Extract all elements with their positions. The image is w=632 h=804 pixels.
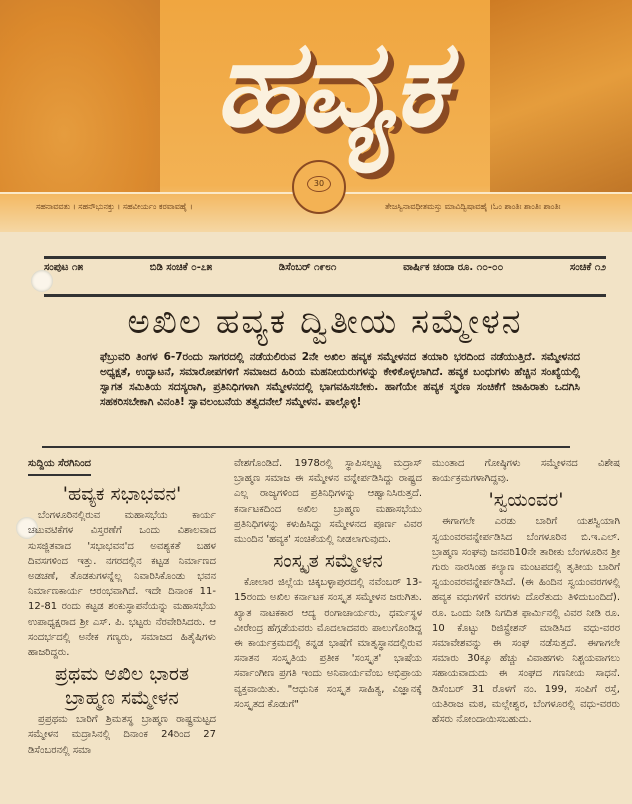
punch-hole bbox=[31, 270, 53, 292]
divider bbox=[44, 256, 606, 259]
divider bbox=[44, 294, 606, 297]
article-text: ವೇಶಗೊಂಡಿದೆ. 1978ರಲ್ಲಿ ಸ್ಥಾಪಿಸಲ್ಪಟ್ಟ ಮದ್ರಾಸ್ ಬ್ರಾಹ್ಮಣ ಸಮಾಜ ಈ ಸಮ್ಮೇಳನ ವನ್ನೇರ್ಪಡಿಸಿದ್ದು ರಾಷ್ಟ್ರದ ಎಲ್ಲ ರಾಜ್ಯಗಳಿಂದ ಪ್ರತಿನಿಧಿಗಳನ್ನು ಆಹ್ವಾನಿಸಿರುತ್ತದೆ. ಕರ್ನಾಟಕದಿಂದ ಅಖಿಲ ಬ್ರಾಹ್ಮಣ ಮಹಾಸಭೆಯು ಪ್ರತಿನಿಧಿಗಳನ್ನು ಕಳುಹಿಸಿದ್ದು ಸಮ್ಮೇಳನದ ಪೂರ್ಣ ವಿವರ ಮುಂದಿನ 'ಹವ್ಯಕ' ಸಂಚಿಕೆಯಲ್ಲಿ ನೀಡಲಾಗುವುದು. bbox=[234, 458, 422, 546]
article-text: ಕೋಲಾರ ಜಿಲ್ಲೆಯ ಚಿಕ್ಕಬಳ್ಳಾಪುರದಲ್ಲಿ ನವೆಂಬರ್ 13-15ರಂದು ಅಖಿಲ ಕರ್ನಾಟಕ ಸಂಸ್ಕೃತ ಸಮ್ಮೇಳನ ಜರುಗಿತು. ಖ್ಯಾತ ನಾಟಕಕಾರ ಆದ್ಯ ರಂಗಾಚಾರ್ಯರು, ಧರ್ಮಸ್ಥಳ ವೀರೇಂದ್ರ ಹೆಗ್ಗಡೆಯವರು ಮೊದಲಾದವರು ಪಾಲುಗೊಂಡಿದ್ದ ಈ ಕಾರ್ಯಕ್ರಮದಲ್ಲಿ ಕನ್ನಡ ಭಾಷೆಗೆ ಮಾತೃಸ್ಥಾನದಲ್ಲಿರುವ ಸನಾತನ ಸಂಸ್ಕೃತಿಯ ಪ್ರತೀಕ 'ಸಂಸ್ಕೃತ' ಭಾಷೆಯ ಸರ್ವಾಂಗೀಣ ಪ್ರಗತಿ ಇಂದು ಅನಿವಾರ್ಯವೆಂಬ ಅಭಿಪ್ರಾಯ ವ್ಯಕ್ತವಾಯಿತು. "ಆಧುನಿಕ ಸಂಸ್ಕೃತ ಸಾಹಿತ್ಯ, ವಿಜ್ಞಾನಕ್ಕೆ ಸಂಸ್ಕೃತದ ಕೊಡುಗೆ" bbox=[234, 577, 422, 710]
issue-date: ಡಿಸೆಂಬರ್ ೧೯೮೧ bbox=[278, 262, 337, 273]
article-text: ಪ್ರಪ್ರಥಮ ಬಾರಿಗೆ ಶ್ರಿಮತಸ್ಥ ಬ್ರಾಹ್ಮಣ ರಾಷ್ಟ್ರಮಟ್ಟದ ಸಮ್ಮೇಳನ ಮದ್ರಾಸಿನಲ್ಲಿ ದಿನಾಂಕ 24ರಿಂದ 27 ಡಿಸೆಂಬರನಲ್ಲಿ ಸಮಾ bbox=[28, 714, 216, 756]
column-3 bbox=[432, 456, 620, 727]
column-1 bbox=[28, 456, 216, 758]
article-text: ಈಗಾಗಲೇ ಎರಡು ಬಾರಿಗೆ ಯಶಸ್ವಿಯಾಗಿ ಸ್ವಯಂವರವನ್ನೇರ್ಪಡಿಸಿದ ಬೆಂಗಳೂರಿನ ಬಿ.ಇ.ಎಲ್. ಬ್ರಾಹ್ಮಣ ಸಂಘವು ಜನವರಿ10ನೇ ತಾರೀಕು ಬೆಂಗಳೂರಿನ ಶ್ರೀ ಗುರು ನಾರಸಿಂಹ ಕಲ್ಯಾಣ ಮಂಟಪದಲ್ಲಿ ತೃತೀಯ ಬಾರಿಗೆ ಸ್ವಯಂವರವನ್ನೇರ್ಪಡಿಸಿದೆ. (ಈ ಹಿಂದಿನ ಸ್ವಯಂವರಗಳಲ್ಲಿ ಹವ್ಯಕ ವಧುಗಳಿಗೆ ವರಗಳು ದೊರೆತುದು ತಿಳಿದುಬಂದಿದೆ). ರೂ. ಒಂದು ನೀಡಿ ನಿಗದಿತ ಫಾರ್ಮಿನಲ್ಲಿ ವಿವರ ನೀಡಿ ರೂ. 10 ಕೊಟ್ಟು ರಿಜಿಸ್ಟ್ರೇಶನ್ ಮಾಡಿಸಿದ ವಧು-ವರರ ಸಮಾವೇಶವನ್ನು ಈ ಸಂಘ ನಡೆಸುತ್ತದೆ. ಈಗಾಗಲೇ ಸಮಾರು 30ಕ್ಕೂ ಹೆಚ್ಚು ವಿವಾಹಗಳು ನಿಶ್ಚಯವಾಗಲು ಸಹಾಯವಾದುದು ಈ ಸಂಘದ ಗಣನೀಯ ಸಾಧನೆ. ಡಿಸೆಂಬರ್ 31 ರೊಳಗೆ ನಂ. 199, ಸಂಪಿಗೆ ರಸ್ತೆ, ಯತಿರಾಜ ಮಠ, ಮಲ್ಲೇಶ್ವರ, ಬೆಂಗಳೂರಲ್ಲಿ ವಧು-ವರರು ಹೆಸರು ನೋಂದಾಯಿಸಬಹುದು. bbox=[432, 516, 620, 726]
column-2 bbox=[234, 456, 422, 712]
issue-number: ಸಂಚಿಕೆ ೧೨ bbox=[569, 262, 606, 273]
logo: ಹವ್ಯಕ bbox=[214, 15, 446, 154]
article-text: ಮುಂತಾದ ಗೋಷ್ಠಿಗಳು ಸಮ್ಮೇಳನದ ವಿಶೇಷ ಕಾರ್ಯಕ್ರಮಗಳಾಗಿದ್ದವು. bbox=[432, 458, 620, 485]
slogan-left: ಸಹನಾವವತು । ಸಹನೌಭುನಕ್ತು । ಸಹವೀರ್ಯಂ ಕರವಾವಹೈ । bbox=[36, 202, 193, 211]
headline: ಅಖಿಲ ಹವ್ಯಕ ದ್ವಿತೀಯ ಸಮ್ಮೇಳನ bbox=[127, 302, 523, 342]
divider bbox=[42, 446, 570, 448]
masthead bbox=[0, 0, 632, 232]
slogan-right: ತೇಜಸ್ವಿನಾವಧೀತಮಸ್ತು ಮಾವಿದ್ವಿಷಾವಹೈ ।ಓಂ ಶಾಂತಿಃ ಶಾಂತಿಃ ಶಾಂತಿಃ bbox=[385, 202, 561, 211]
article-heading: ಸಂಸ್ಕೃತ ಸಮ್ಮೇಳನ bbox=[273, 550, 383, 573]
article-heading: ಪ್ರಥಮ ಅಖಿಲ ಭಾರತ ಬ್ರಾಹ್ಮಣ ಸಮ್ಮೇಳನ bbox=[54, 663, 190, 710]
article-text: ಬೆಂಗಳೂರಿನಲ್ಲಿರುವ ಮಹಾಸಭೆಯ ಕಾರ್ಯ ಚಟುವಟಿಕೆಗಳ ವಿಸ್ತರಣೆಗೆ ಒಂದು ವಿಶಾಲವಾದ ಸುಸಜ್ಜಿತವಾದ 'ಸಭಾಭವನ'ದ ಅವಶ್ಯಕತೆ ಬಹಳ ದಿವಸಗಳಿಂದ ಇತ್ತು. ನಗರದಲ್ಲಿನ ಕಟ್ಟಡ ನಿರ್ಮಾಣದ ಅಡಚಣೆ, ತೊಡಕುಗಳನ್ನೆಲ್ಲ ನಿವಾರಿಸಿಕೊಂಡು ಭವನ ನಿರ್ಮಾಣಕಾರ್ಯ ಆರಂಭವಾಗಿದೆ. ಇದೇ ದಿನಾಂಕ 11-12-81 ರಂದು ಕಟ್ಟಡ ಶಂಕುಸ್ಥಾಪನೆಯನ್ನು ಮಹಾಸಭೆಯ ಉಪಾಧ್ಯಕ್ಷರಾದ ಶ್ರೀ ಎಸ್. ಪಿ. ಭಟ್ಟರು ನೆರವೇರಿಸಿದರು. ಆ ಸಂದರ್ಭದಲ್ಲಿ ಅನೇಕ ಗಣ್ಯರು, ಸಮಾಜದ ಹಿತೈಷಿಗಳು ಹಾಜರಿದ್ದರು. bbox=[28, 510, 216, 659]
illustration-palm-trees bbox=[490, 0, 632, 192]
seal bbox=[292, 160, 346, 214]
seal-number: 30 bbox=[307, 176, 331, 192]
illustration-sages bbox=[0, 0, 160, 192]
section-label: ಸುದ್ದಿಯ ಸೆರಗಿನಿಂದ bbox=[28, 456, 91, 476]
issue-bar bbox=[44, 262, 606, 273]
volume: ಸಂಪುಟ ೧೫ bbox=[44, 262, 84, 273]
subscription: ವಾರ್ಷಿಕ ಚಂದಾ ರೂ. ೧೦-೦೦ bbox=[403, 262, 504, 273]
single-copy-price: ಬಿಡಿ ಸಂಚಿಕೆ ೦-೭೫ bbox=[149, 262, 213, 273]
article-heading: 'ಸ್ವಯಂವರ' bbox=[488, 489, 564, 512]
article-heading: 'ಹವ್ಯಕ ಸಭಾಭವನ' bbox=[62, 483, 182, 506]
intro-paragraph: ಫೆಬ್ರುವರಿ ತಿಂಗಳ 6-7ರಂದು ಸಾಗರದಲ್ಲಿ ನಡೆಯಲಿರುವ 2ನೇ ಅಖಿಲ ಹವ್ಯಕ ಸಮ್ಮೇಳನದ ತಯಾರಿ ಭರದಿಂದ ನಡೆಯುತ್ತಿದೆ. ಸಮ್ಮೇಳನದ ಅಧ್ಯಕ್ಷತೆ, ಉದ್ಘಾಟನೆ, ಸಮಾರೋಪಗಳಿಗೆ ಸಮಾಜದ ಹಿರಿಯ ಮಹನೀಯರುಗಳನ್ನು ಕೇಳಿಕೊಳ್ಳಲಾಗಿದೆ. ಹವ್ಯಕ ಬಂಧುಗಳು ಹೆಚ್ಚಿನ ಸಂಖ್ಯೆಯಲ್ಲಿ ಸ್ವಾಗತ ಸಮಿತಿಯ ಸದಸ್ಯರಾಗಿ, ಪ್ರತಿನಿಧಿಗಳಾಗಿ ಸಮ್ಮೇಳನದಲ್ಲಿ ಭಾಗವಹಿಸಬೇಕು. ಹಾಗೆಯೇ ಹವ್ಯಕ ಸ್ಮರಣ ಸಂಚಿಕೆಗೆ ಜಾಹಿರಾತು ಒದಗಿಸಿ ಸಹಕರಿಸಬೇಕಾಗಿ ವಿನಂತಿ! ಸ್ವಾವಲಂಬನೆಯ ತತ್ವದನೇಲೆ ಸಮ್ಮೇಳನ. ಪಾಲ್ಗೊಳ್ಳಿ! bbox=[100, 351, 580, 408]
